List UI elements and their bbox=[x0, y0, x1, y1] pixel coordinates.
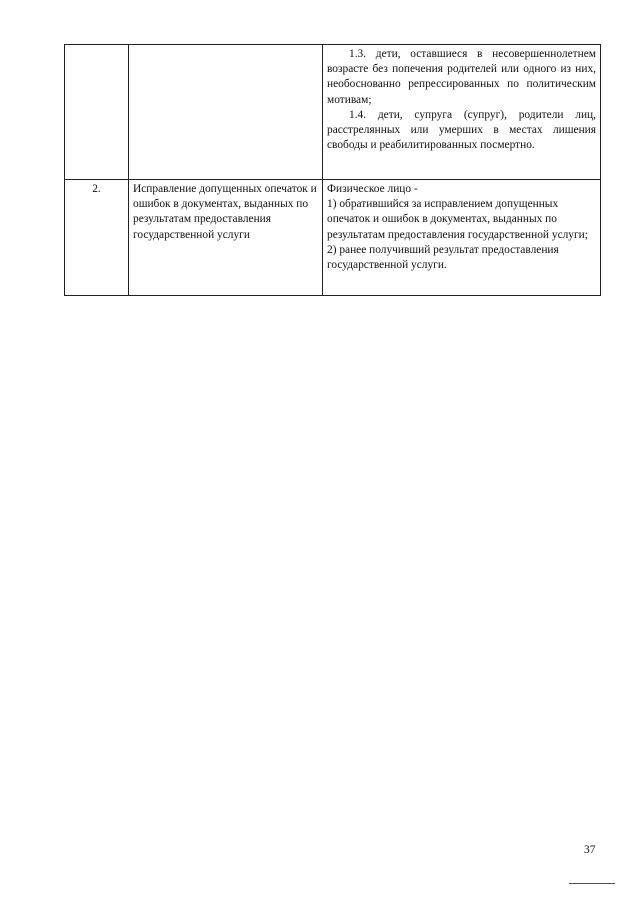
scan-artifact-line bbox=[569, 883, 615, 884]
applicant-category-line: 2) ранее получивший результат предоставления государственной услуги. bbox=[327, 243, 559, 272]
applicant-category-paragraph: 1.3. дети, оставшиеся в несовершеннолетнем возрасте без попечения родителей или одного из них, необоснованно репрессированных по политическим мотивам; bbox=[327, 48, 596, 106]
row-number-cell: 2. bbox=[65, 180, 129, 296]
service-name-cell: Исправление допущенных опечаток и ошибок в документах, выданных по результатам предоставления государственной услуги bbox=[129, 180, 323, 296]
applicant-category-cell bbox=[323, 180, 601, 296]
table-row bbox=[65, 45, 601, 180]
applicant-category-cell bbox=[323, 45, 601, 180]
applicant-category-line: Физическое лицо - bbox=[327, 183, 418, 195]
applicant-category-line: 1) обратившийся за исправлением допущенных опечаток и ошибок в документах, выданных по результатам предоставления государственной услуги; bbox=[327, 198, 588, 241]
service-name-cell bbox=[129, 45, 323, 180]
table-row bbox=[65, 180, 601, 296]
applicant-category-paragraph: 1.4. дети, супруга (супруг), родители лиц, расстрелянных или умерших в местах лишения свободы и реабилитированных посмертно. bbox=[327, 108, 596, 152]
page-number: 37 bbox=[584, 844, 596, 856]
applicants-table bbox=[64, 44, 601, 296]
row-number-cell bbox=[65, 45, 129, 180]
